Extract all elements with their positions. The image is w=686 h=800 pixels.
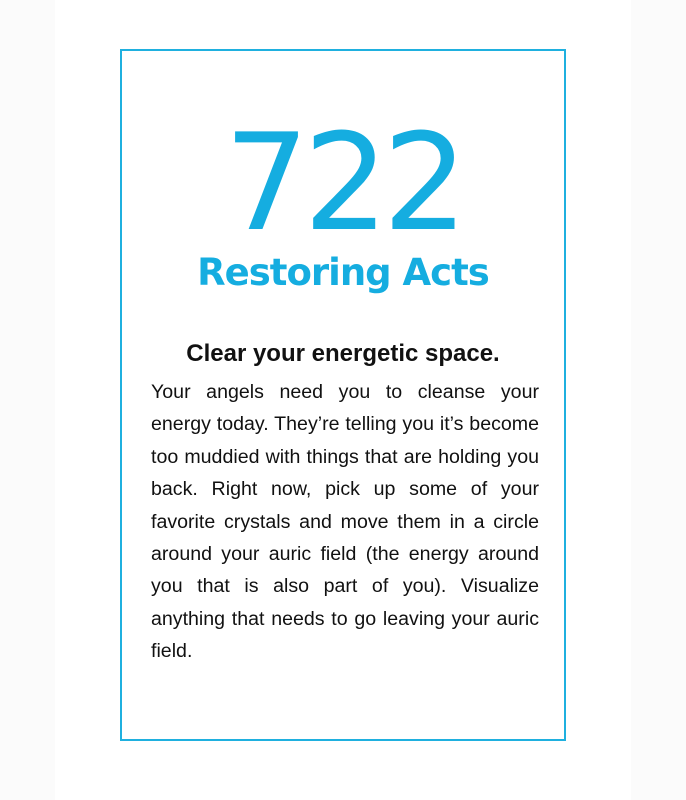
card-number: 722 — [224, 105, 462, 261]
card-body-text: Your angels need you to cleanse your energy today. They’re telling you it’s become too muddied with things that are holding you back. Right now, pick up some of your favorite crystals and move them in a circle around your auric field (the energy around you that is also part of you). Visualize anything that needs to go leaving your auric field. — [151, 381, 539, 663]
card-heading: Clear your energetic space. — [186, 340, 500, 367]
card-subtitle: Restoring Acts — [197, 251, 489, 294]
